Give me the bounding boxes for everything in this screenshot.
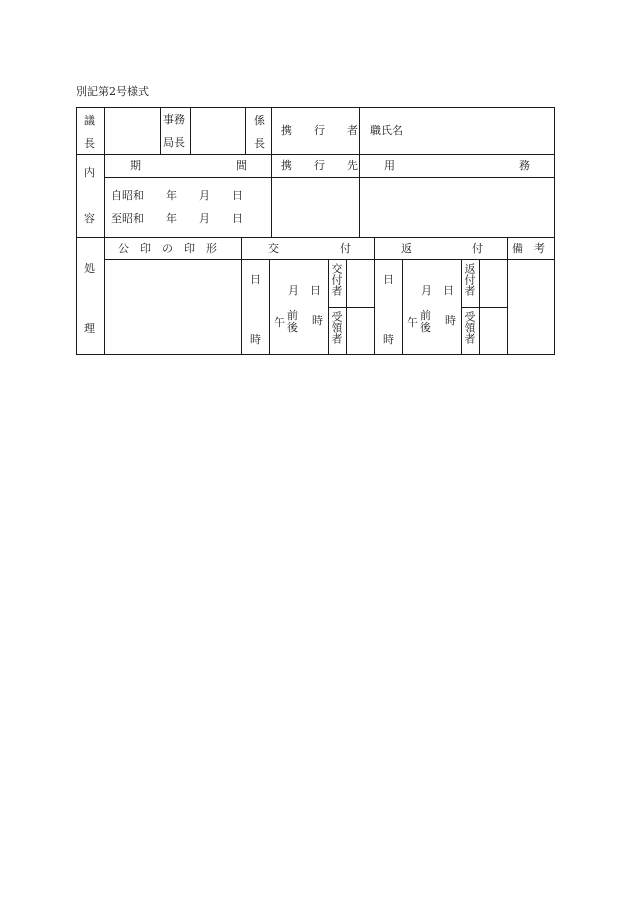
jimu-label-top: 事務 — [163, 113, 185, 126]
col-divider-kofu-end — [374, 237, 375, 355]
kofu-juryosha-label — [331, 311, 343, 344]
kakari-label-top: 係 — [254, 114, 265, 127]
naiyo-label-top: 内 — [84, 166, 95, 179]
col-divider-henpusha — [461, 259, 462, 355]
yomu-label-left: 用 — [384, 159, 395, 172]
row-divider-header — [76, 154, 555, 155]
col-divider-keiko-saki — [271, 154, 272, 237]
row-divider-content-sub — [104, 177, 555, 178]
henpu-ji-label: 時 — [383, 333, 394, 346]
keiko-sha-label: 携 行 者 — [281, 124, 358, 137]
gicho-label-bottom: 長 — [84, 137, 95, 150]
kofu-ji-time-label: 時 — [312, 314, 323, 327]
henpu-tsuki-hi: 月 日 — [421, 284, 454, 297]
row-divider-kofusha — [328, 307, 374, 308]
henpusha-text: 返付者 — [463, 263, 476, 296]
henpu-nichi-label: 日 — [383, 273, 394, 286]
henpu-go-label: 午 — [407, 316, 418, 329]
henpu-juryosha-label — [464, 311, 476, 344]
jimu-label-bottom: 局長 — [163, 136, 185, 149]
kikan-label-right: 間 — [236, 159, 247, 172]
henpu-ato-label: 後 — [420, 321, 431, 334]
henpu-zen-label: 前 — [420, 309, 431, 322]
henpusha-label — [464, 263, 476, 296]
col-divider-jimu — [160, 107, 161, 154]
keiko-saki-label: 携 行 先 — [281, 159, 358, 172]
kofu-label-right: 付 — [340, 242, 351, 255]
col-divider-kofusha-end — [346, 259, 347, 355]
henpu-juryosha-text: 受領者 — [463, 311, 476, 344]
row-divider-content — [76, 237, 555, 238]
col-divider-kakari — [245, 107, 246, 154]
kofu-ji-label: 時 — [250, 333, 261, 346]
col-divider-henpu-end — [507, 237, 508, 355]
col-divider-kofusha — [328, 259, 329, 355]
form-title: 別記第2号様式 — [76, 85, 149, 98]
from-date-field: 自昭和 年 月 日 — [111, 189, 243, 202]
shori-label-top: 処 — [84, 262, 95, 275]
col-divider-kofu-nichi — [269, 259, 270, 355]
kofu-ato-label: 後 — [287, 321, 298, 334]
row-divider-shori-header — [104, 259, 555, 260]
kofu-go-label: 午 — [274, 316, 285, 329]
table-border-bottom — [76, 354, 555, 355]
henpu-ji-time-label: 時 — [445, 314, 456, 327]
shokushimei-label: 職氏名 — [370, 124, 403, 137]
table-border-left — [76, 107, 77, 355]
kofu-label-left: 交 — [268, 242, 279, 255]
naiyo-label-bottom: 容 — [84, 212, 95, 225]
col-divider-label — [104, 107, 105, 355]
kofusha-label — [331, 263, 343, 296]
to-date-field: 至昭和 年 月 日 — [111, 212, 243, 225]
col-divider-jimu-end — [190, 107, 191, 154]
col-divider-koin — [241, 237, 242, 355]
biko-label: 備 考 — [512, 242, 545, 255]
kakari-label-bottom: 長 — [254, 137, 265, 150]
kofu-juryosha-text: 受領者 — [330, 311, 343, 344]
col-divider-shokushimei — [359, 107, 360, 154]
col-divider-kakari-end — [271, 107, 272, 154]
henpu-label-left: 返 — [401, 242, 412, 255]
henpu-label-right: 付 — [472, 242, 483, 255]
shori-label-bottom: 理 — [84, 322, 95, 335]
kofu-nichi-label: 日 — [250, 273, 261, 286]
kofusha-text: 交付者 — [330, 263, 343, 296]
koin-label: 公 印 の 印 形 — [118, 242, 217, 255]
col-divider-yomu — [359, 154, 360, 237]
yomu-label-right: 務 — [519, 159, 530, 172]
kofu-zen-label: 前 — [287, 309, 298, 322]
table-border-right — [554, 107, 555, 355]
col-divider-henpusha-end — [479, 259, 480, 355]
col-divider-henpu-nichi — [402, 259, 403, 355]
row-divider-henpusha — [461, 307, 507, 308]
kofu-tsuki-hi: 月 日 — [288, 284, 321, 297]
kikan-label-left: 期 — [130, 159, 141, 172]
table-border-top — [76, 107, 555, 108]
gicho-label-top: 議 — [84, 114, 95, 127]
